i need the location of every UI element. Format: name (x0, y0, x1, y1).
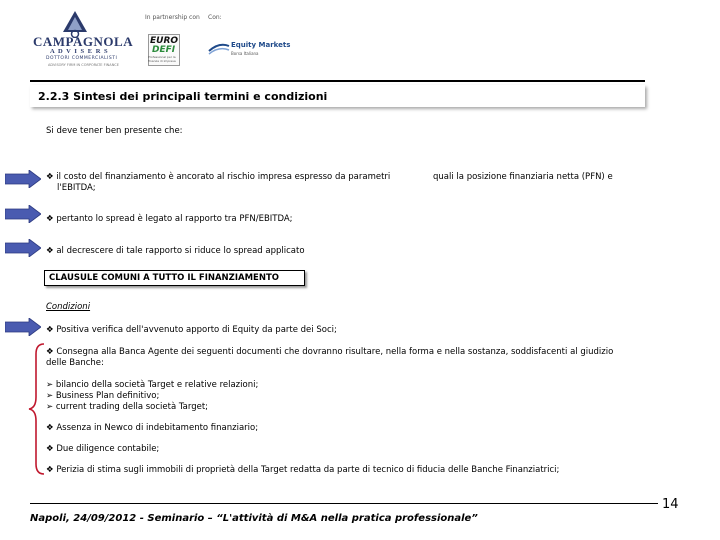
clauses-box: CLAUSULE COMUNI A TUTTO IL FINANZIAMENTO (44, 270, 305, 286)
conditions-heading: Condizioni (46, 302, 91, 312)
arrow-right-icon (5, 170, 41, 188)
sub-item-3: ➢ current trading della società Target; (46, 402, 209, 412)
condition-item-4: ❖ Due diligence contabile; (46, 444, 160, 454)
bullet-1-line2: l'EBITDA; (57, 183, 96, 193)
campagnola-name: CAMPAGNOLA (33, 34, 134, 49)
eurodefi-tagline: Professional per la finanza di impresa (148, 55, 176, 63)
bullet-1-line1-right: quali la posizione finanziaria netta (PFN) e (433, 172, 613, 182)
arrow-right-icon (5, 205, 41, 223)
bullet-1-line1: ❖ il costo del finanziamento è ancorato al rischio impresa espresso da parametri (46, 172, 391, 182)
arrow-right-icon (5, 318, 41, 336)
promoter-label: In partnership con (145, 14, 200, 21)
eurodefi-name-bottom: DEFI (152, 45, 176, 55)
sub-item-1: ➢ bilancio della società Target e relative relazioni; (46, 380, 259, 390)
bullet-2: ❖ pertanto lo spread è legato al rapporto tra PFN/EBITDA; (46, 214, 293, 224)
title-top-rule (30, 80, 645, 82)
footer-rule (30, 503, 658, 504)
bullet-3: ❖ al decrescere di tale rapporto si riduce lo spread applicato (46, 246, 305, 256)
campagnola-tagline: ADVISORY FIRM IN CORPORATE FINANCE (48, 63, 119, 67)
condition-item-5: ❖ Perizia di stima sugli immobili di proprietà della Target redatta da parte di tecnico di fiducia delle Banche Finanziatrici; (46, 465, 560, 475)
campagnola-sub: A D V I S E R S (50, 48, 109, 55)
condition-item-2-line2: delle Banche: (46, 358, 104, 368)
equity-markets-name: Equity Markets (231, 41, 291, 49)
section-title: 2.2.3 Sintesi dei principali termini e condizioni (38, 90, 328, 103)
page-number: 14 (662, 497, 679, 512)
with-label: Con: (208, 14, 222, 21)
footer-text: Napoli, 24/09/2012 - Seminario – “L'attività di M&A nella pratica professionale” (30, 513, 478, 524)
left-brace-icon (28, 342, 46, 476)
condition-item-3: ❖ Assenza in Newco di indebitamento finanziario; (46, 423, 259, 433)
condition-item-1: ❖ Positiva verifica dell'avvenuto apporto di Equity da parte dei Soci; (46, 325, 337, 335)
equity-markets-sub: Borsa Italiana (231, 51, 259, 56)
sub-item-2: ➢ Business Plan definitivo; (46, 391, 160, 401)
intro-text: Si deve tener ben presente che: (46, 126, 183, 136)
campagnola-sub2: DOTTORI COMMERCIALISTI (46, 56, 118, 61)
condition-item-2-line1: ❖ Consegna alla Banca Agente dei seguenti documenti che dovranno risultare, nella forma e nella sostanza, soddisfacenti al giudizio (46, 347, 614, 357)
equity-markets-swoosh-icon (208, 42, 230, 56)
arrow-right-icon (5, 239, 41, 257)
eurodefi-name-top: EURO (150, 36, 179, 46)
